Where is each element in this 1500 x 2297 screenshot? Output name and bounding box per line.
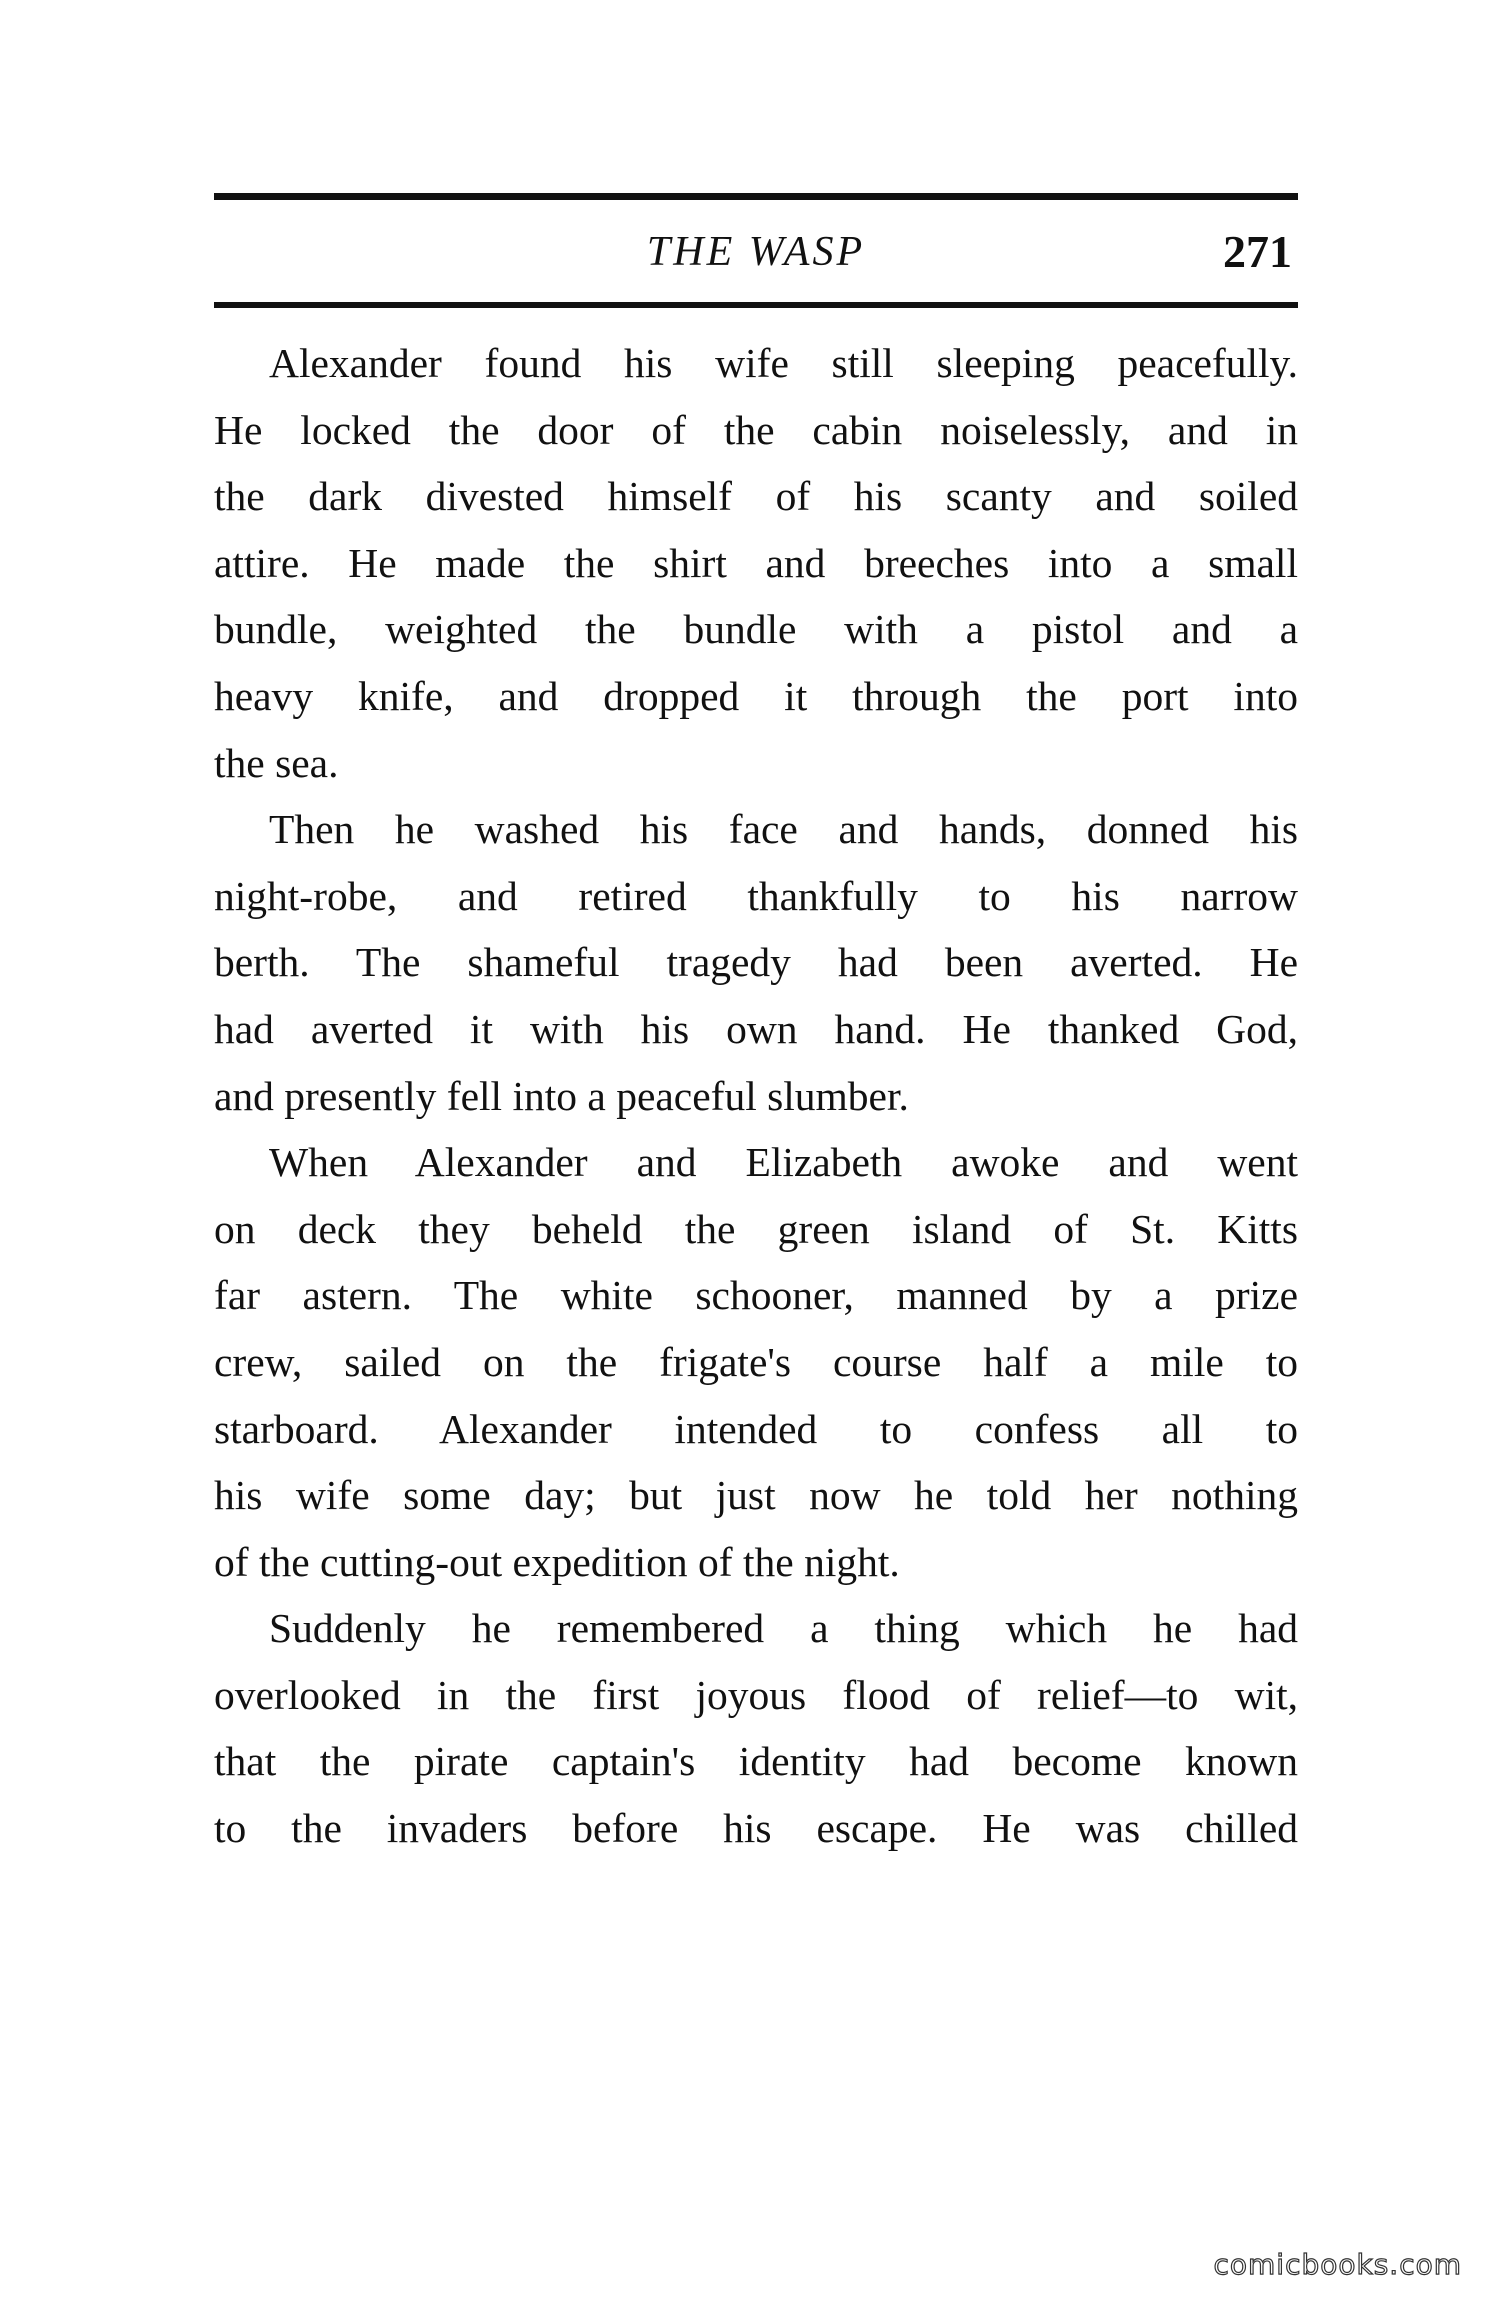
text-line: starboard. Alexander intended to confess all to bbox=[214, 1405, 1298, 1452]
text-line: heavy knife, and dropped it through the port into bbox=[214, 672, 1298, 719]
text-line: When Alexander and Elizabeth awoke and went bbox=[269, 1139, 1298, 1186]
text-line: crew, sailed on the frigate's course half a mile to bbox=[214, 1338, 1298, 1385]
text-line: night-robe, and retired thankfully to his narrow bbox=[214, 872, 1298, 919]
text-line: his wife some day; but just now he told her nothing bbox=[214, 1472, 1298, 1519]
text-line: Suddenly he remembered a thing which he had bbox=[269, 1605, 1298, 1652]
watermark: comicbooks.com bbox=[1213, 2248, 1462, 2281]
paragraph bbox=[214, 330, 1298, 796]
text-line: of the cutting-out expedition of the night. bbox=[214, 1538, 900, 1585]
text-line: and presently fell into a peaceful slumber. bbox=[214, 1072, 909, 1119]
header-rule-bottom bbox=[214, 302, 1298, 308]
text-line: Then he washed his face and hands, donned his bbox=[269, 806, 1298, 853]
text-line: bundle, weighted the bundle with a pistol and a bbox=[214, 606, 1298, 653]
text-line: the dark divested himself of his scanty and soiled bbox=[214, 473, 1298, 520]
text-line: that the pirate captain's identity had become known bbox=[214, 1738, 1298, 1785]
paragraph bbox=[214, 796, 1298, 1129]
text-line: to the invaders before his escape. He was chilled bbox=[214, 1805, 1298, 1852]
text-line: Alexander found his wife still sleeping peacefully. bbox=[269, 340, 1298, 386]
text-line: overlooked in the first joyous flood of relief—to wit, bbox=[214, 1671, 1298, 1718]
running-title: THE WASP bbox=[646, 229, 866, 275]
body-text bbox=[214, 330, 1298, 1862]
paragraph bbox=[214, 1595, 1298, 1861]
text-line: had averted it with his own hand. He thanked God, bbox=[214, 1005, 1298, 1052]
paragraph bbox=[214, 1129, 1298, 1595]
text-line: berth. The shameful tragedy had been averted. He bbox=[214, 939, 1298, 986]
text-line: far astern. The white schooner, manned by a prize bbox=[214, 1272, 1298, 1319]
text-line: attire. He made the shirt and breeches into a small bbox=[214, 539, 1298, 586]
header-rule-top bbox=[214, 193, 1298, 200]
running-head bbox=[214, 222, 1298, 282]
page-number: 271 bbox=[1223, 226, 1292, 277]
text-line: He locked the door of the cabin noiselessly, and in bbox=[214, 406, 1298, 453]
text-line: the sea. bbox=[214, 739, 339, 786]
text-line: on deck they beheld the green island of St. Kitts bbox=[214, 1205, 1298, 1252]
